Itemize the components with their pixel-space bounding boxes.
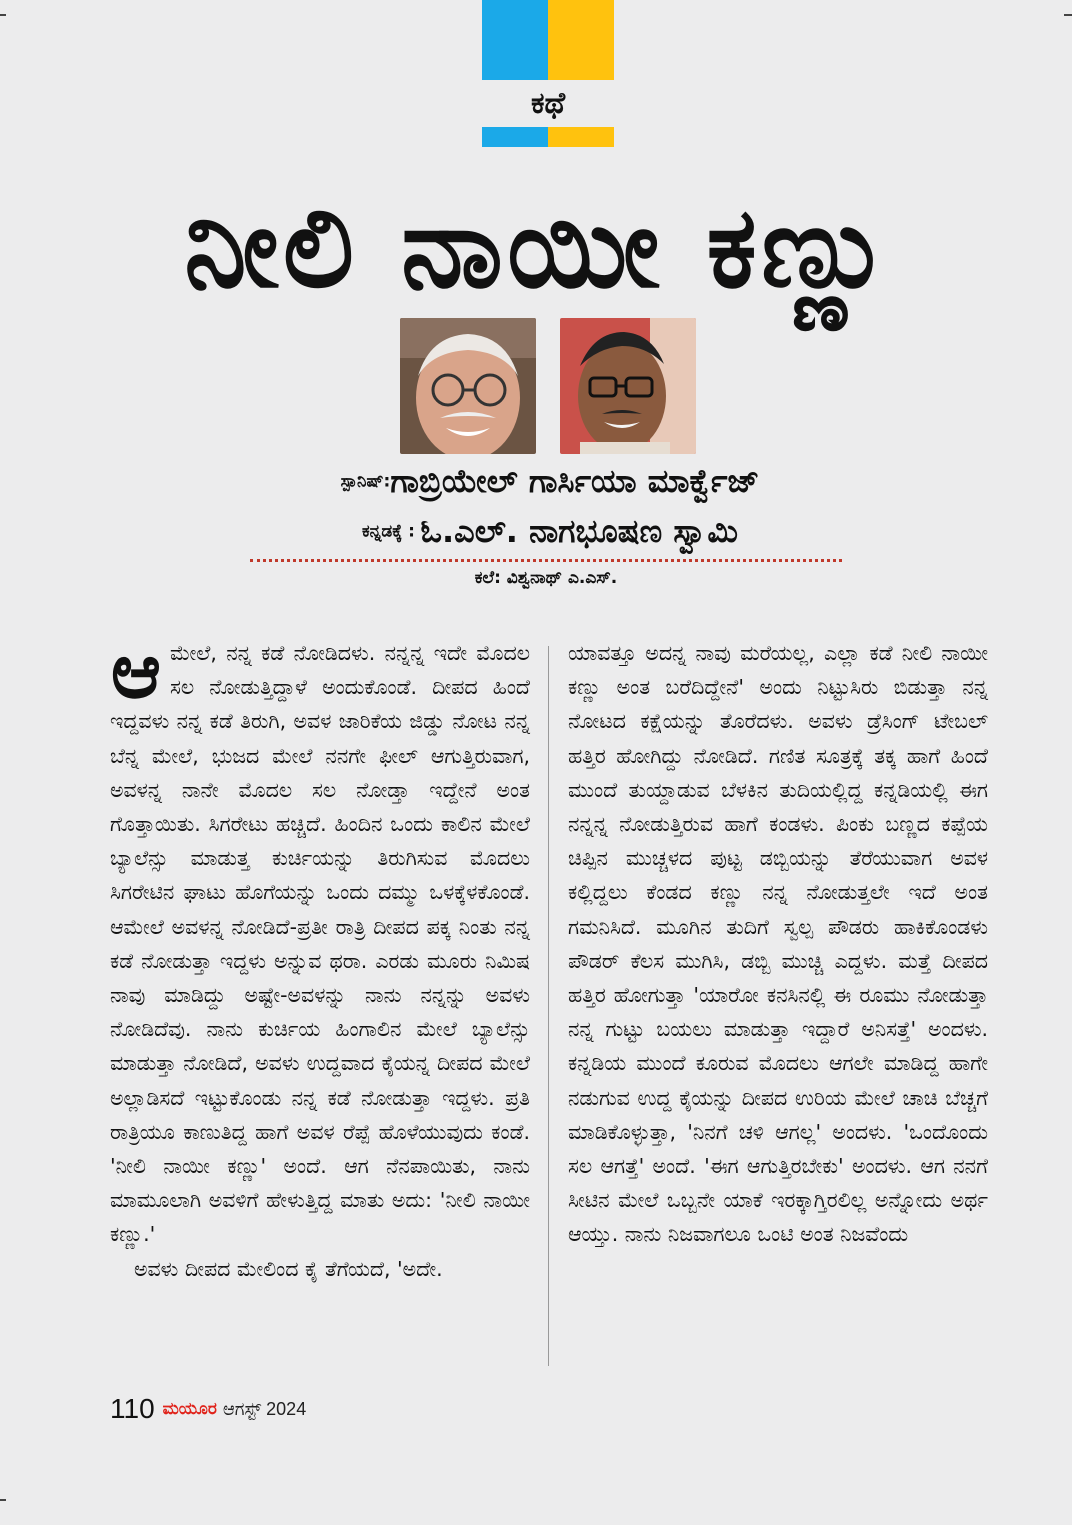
badge-blue-top bbox=[482, 0, 548, 80]
drop-cap: ಆ bbox=[110, 626, 162, 715]
crop-mark bbox=[0, 1499, 6, 1501]
text-column-right bbox=[568, 636, 988, 1252]
crop-mark bbox=[0, 14, 6, 16]
story-title: ನೀಲಿ ನಾಯೀ ಕಣ್ಣು bbox=[184, 183, 896, 313]
badge-yellow-top bbox=[548, 0, 614, 80]
paragraph-text: ಮೇಲೆ, ನನ್ನ ಕಡೆ ನೋಡಿದಳು. ನನ್ನನ್ನ ಇದೇ ಮೊದಲ ಸಲ ನೋಡುತ್ತಿದ್ದಾಳೆ ಅಂದುಕೊಂಡೆ. ದೀಪದ ಹಿಂದೆ ಇದ್ದವಳು ನನ್ನ ಕಡೆ ತಿರುಗಿ, ಅವಳ ಜಾರಿಕೆಯ ಜಿಡ್ಡು ನೋಟ ನನ್ನ ಬೆನ್ನ ಮೇಲೆ, ಭುಜದ ಮೇಲೆ ನನಗೇ ಫೀಲ್ ಆಗುತ್ತಿರುವಾಗ, ಅವಳನ್ನ ನಾನೇ ಮೊದಲ ಸಲ ನೋಡ್ತಾ ಇದ್ದೇನೆ ಅಂತ ಗೊತ್ತಾಯಿತು. ಸಿಗರೇಟು ಹಚ್ಚಿದೆ. ಹಿಂದಿನ ಒಂದು ಕಾಲಿನ ಮೇಲೆ ಬ್ಯಾಲೆನ್ಸು ಮಾಡುತ್ತ ಕುರ್ಚಿಯನ್ನು ತಿರುಗಿಸುವ ಮೊದಲು ಸಿಗರೇಟಿನ ಘಾಟು ಹೊಗೆಯನ್ನು ಒಂದು ದಮ್ಮು ಒಳಕ್ಕೆಳಕೊಂಡೆ. ಆಮೇಲೆ ಅವಳನ್ನ ನೋಡಿದೆ-ಪ್ರತೀ ರಾತ್ರಿ ದೀಪದ ಪಕ್ಕ ನಿಂತು ನನ್ನ ಕಡೆ ನೋಡುತ್ತಾ ಇದ್ದಳು ಅನ್ನುವ ಥರಾ. ಎರಡು ಮೂರು ನಿಮಿಷ ನಾವು ಮಾಡಿದ್ದು ಅಷ್ಟೇ-ಅವಳನ್ನು ನಾನು ನನ್ನನ್ನು ಅವಳು ನೋಡಿದೆವು. ನಾನು ಕುರ್ಚಿಯ ಹಿಂಗಾಲಿನ ಮೇಲೆ ಬ್ಯಾಲೆನ್ಸು ಮಾಡುತ್ತಾ ನೋಡಿದೆ, ಅವಳು ಉದ್ದವಾದ ಕೈಯನ್ನ ದೀಪದ ಮೇಲೆ ಅಲ್ಲಾಡಿಸದೆ ಇಟ್ಟುಕೊಂಡು ನನ್ನ ಕಡೆ ನೋಡುತ್ತಾ ಇದ್ದಳು. ಪ್ರತಿ ರಾತ್ರಿಯೂ ಕಾಣುತಿದ್ದ ಹಾಗೆ ಅವಳ ರೆಪ್ಪೆ ಹೊಳೆಯುವುದು ಕಂಡೆ. 'ನೀಲಿ ನಾಯೀ ಕಣ್ಣು' ಅಂದೆ. ಆಗ ನೆನಪಾಯಿತು, ನಾನು ಮಾಮೂಲಾಗಿ ಅವಳಿಗೆ ಹೇಳುತ್ತಿದ್ದ ಮಾತು ಅದು: 'ನೀಲಿ ನಾಯೀ ಕಣ್ಣು.' bbox=[110, 641, 530, 1247]
translator-photo bbox=[560, 318, 696, 454]
issue-date: ಆಗಸ್ಟ್ 2024 bbox=[222, 1398, 307, 1419]
page-number: 110 bbox=[110, 1393, 155, 1424]
original-author-credit bbox=[200, 462, 900, 501]
paragraph: ಅವಳು ದೀಪದ ಮೇಲಿಂದ ಕೈ ತೆಗೆಯದೆ, 'ಅದೇ. bbox=[134, 1256, 443, 1281]
author-photo bbox=[400, 318, 536, 454]
magazine-name: ಮಯೂರ bbox=[162, 1399, 217, 1418]
crop-mark bbox=[1064, 14, 1072, 16]
translator-credit bbox=[200, 512, 900, 551]
paragraph: ಯಾವತ್ತೂ ಅದನ್ನ ನಾವು ಮರೆಯಲ್ಲ, ಎಲ್ಲಾ ಕಡೆ ನೀಲಿ ನಾಯೀ ಕಣ್ಣು ಅಂತ ಬರೆದಿದ್ದೇನೆ' ಅಂದು ನಿಟ್ಟುಸಿರು ಬಿಡುತ್ತಾ ನನ್ನ ನೋಟದ ಕಕ್ಷೆಯನ್ನು ತೊರೆದಳು. ಅವಳು ಡ್ರೆಸಿಂಗ್ ಟೇಬಲ್ ಹತ್ತಿರ ಹೋಗಿದ್ದು ನೋಡಿದೆ. ಗಣಿತ ಸೂತ್ರಕ್ಕೆ ತಕ್ಕ ಹಾಗೆ ಹಿಂದೆ ಮುಂದೆ ತುಯ್ದಾಡುವ ಬೆಳಕಿನ ತುದಿಯಲ್ಲಿದ್ದ ಕನ್ನಡಿಯಲ್ಲಿ ಈಗ ನನ್ನನ್ನ ನೋಡುತ್ತಿರುವ ಹಾಗೆ ಕಂಡಳು. ಪಿಂಕು ಬಣ್ಣದ ಕಪ್ಪೆಯ ಚಿಪ್ಪಿನ ಮುಚ್ಚಳದ ಪುಟ್ಟ ಡಬ್ಬಿಯನ್ನು ತೆರೆಯುವಾಗ ಅವಳ ಕಲ್ಲಿದ್ದಲು ಕೆಂಡದ ಕಣ್ಣು ನನ್ನ ನೋಡುತ್ತಲೇ ಇದೆ ಅಂತ ಗಮನಿಸಿದೆ. ಮೂಗಿನ ತುದಿಗೆ ಸ್ವಲ್ಪ ಪೌಡರು ಹಾಕಿಕೊಂಡಳು ಪೌಡರ್ ಕೆಲಸ ಮುಗಿಸಿ, ಡಬ್ಬಿ ಮುಚ್ಚಿ ಎದ್ದಳು. ಮತ್ತೆ ದೀಪದ ಹತ್ತಿರ ಹೋಗುತ್ತಾ 'ಯಾರೋ ಕನಸಿನಲ್ಲಿ ಈ ರೂಮು ನೋಡುತ್ತಾ ನನ್ನ ಗುಟ್ಟು ಬಯಲು ಮಾಡುತ್ತಾ ಇದ್ದಾರೆ ಅನಿಸತ್ತೆ' ಅಂದಳು. ಕನ್ನಡಿಯ ಮುಂದೆ ಕೂರುವ ಮೊದಲು ಆಗಲೇ ಮಾಡಿದ್ದ ಹಾಗೇ ನಡುಗುವ ಉದ್ದ ಕೈಯನ್ನು ದೀಪದ ಉರಿಯ ಮೇಲೆ ಚಾಚಿ ಬೆಚ್ಚಗೆ ಮಾಡಿಕೊಳ್ಳುತ್ತಾ, 'ನಿನಗೆ ಚಳಿ ಆಗಲ್ಲ' ಅಂದಳು. 'ಒಂದೊಂದು ಸಲ ಆಗತ್ತೆ' ಅಂದೆ. 'ಈಗ ಆಗುತ್ತಿರಬೇಕು' ಅಂದಳು. ಆಗ ನನಗೆ ಸೀಟಿನ ಮೇಲೆ ಒಬ್ಬನೇ ಯಾಕೆ ಇರಕ್ಕಾಗ್ತಿರಲಿಲ್ಲ ಅನ್ನೋದು ಅರ್ಥ ಆಯ್ತು. ನಾನು ನಿಜವಾಗಲೂ ಒಂಟಿ ಅಂತ ನಿಜವೆಂದು bbox=[568, 641, 988, 1247]
badge-yellow-bottom bbox=[548, 127, 614, 147]
paragraph bbox=[110, 626, 530, 1252]
badge-blue-bottom bbox=[482, 127, 548, 147]
text-column-left bbox=[110, 626, 530, 1286]
translation-label: ಕನ್ನಡಕ್ಕೆ : bbox=[362, 521, 415, 542]
column-divider bbox=[548, 646, 549, 1366]
section-label: ಕಥೆ bbox=[530, 86, 566, 121]
original-author: ಗಾಬ್ರಿಯೇಲ್ ಗಾರ್ಸಿಯಾ ಮಾರ್ಕ್ವೆಜ್ bbox=[390, 462, 760, 500]
translator-name: ಓ.ಎಲ್. ನಾಗಭೂಷಣ ಸ್ವಾಮಿ bbox=[420, 512, 738, 550]
dotted-divider bbox=[250, 559, 842, 562]
art-credit: ಕಲೆ: ವಿಶ್ವನಾಥ್ ಎ.ಎಸ್. bbox=[474, 568, 618, 588]
page-footer bbox=[110, 1393, 306, 1429]
original-label: ಸ್ಪಾನಿಷ್: bbox=[340, 471, 391, 492]
